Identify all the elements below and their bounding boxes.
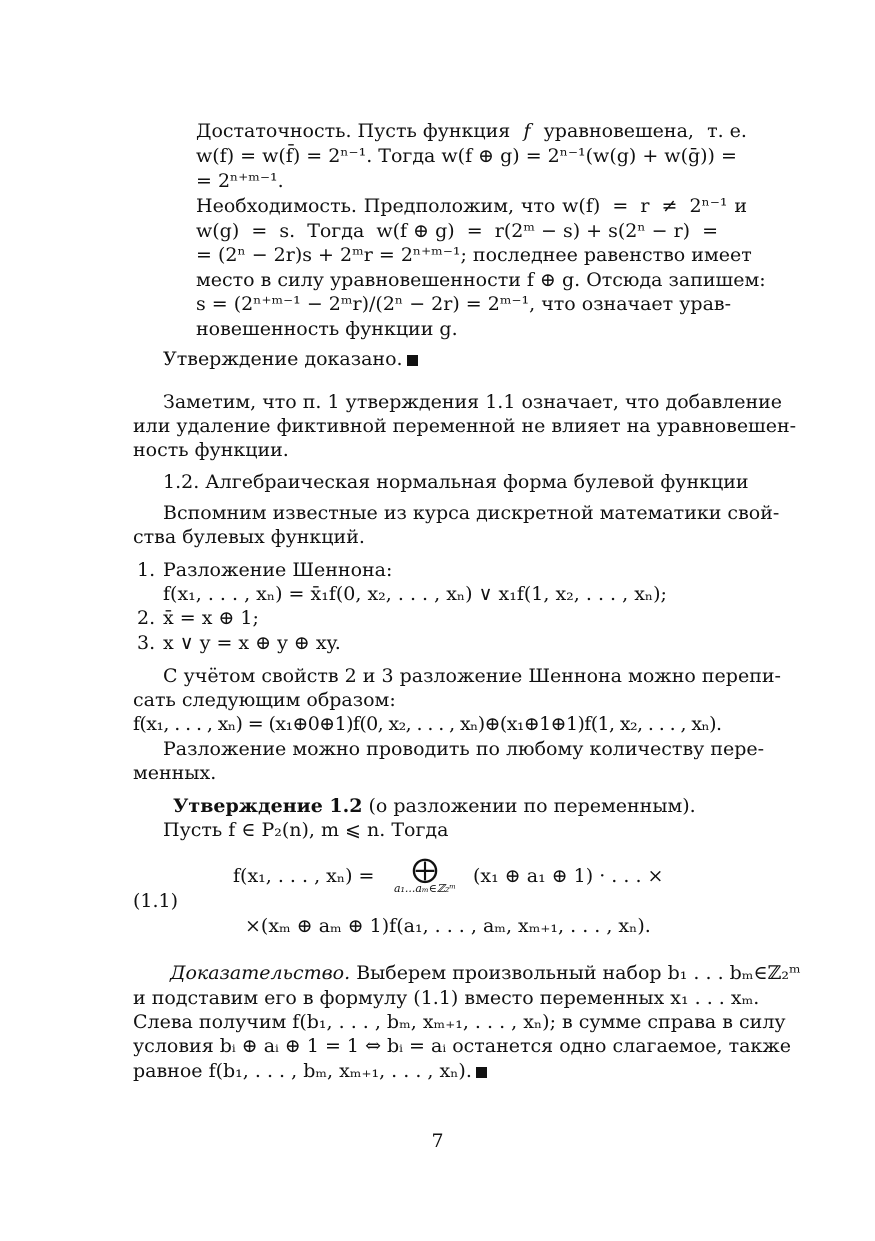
statement-title: Утверждение 1.2 (173, 795, 363, 817)
necessity-line-2: w(g) = s. Тогда w(f ⊕ g) = r(2ᵐ − s) + s(2ⁿ − r) = (196, 220, 719, 242)
text-run: Предположим, (363, 195, 515, 217)
any-line-2: менных. (133, 762, 217, 784)
text-run: Выберем произвольный набор b₁ . . . bₘ∈ℤ₂ᵐ (350, 962, 801, 984)
rewrite-line-1: С учётом свойств 2 и 3 разложение Шеннона можно перепи- (163, 665, 781, 687)
recall-line-1: Вспомним известные из курса дискретной математики свой- (163, 502, 780, 524)
necessity-line-3: = (2ⁿ − 2r)s + 2ᵐr = 2ⁿ⁺ᵐ⁻¹; последнее равенство имеет (196, 244, 752, 266)
note-line-3: ность функции. (133, 439, 289, 461)
direct-sum-operator (378, 857, 472, 895)
list-item-3: x ∨ y = x ⊕ y ⊕ xy. (163, 632, 341, 654)
text-run: Достаточность. Пусть функция (196, 120, 511, 142)
proof-line-3: Слева получим f(b₁, . . . , bₘ, xₘ₊₁, . . . , xₙ); в сумме справа в силу (133, 1011, 786, 1033)
proof-line-2: и подставим его в формулу (1.1) вместо переменных x₁ . . . xₘ. (133, 987, 760, 1009)
qed-square-icon (407, 355, 418, 366)
text-run: равное f(b₁, . . . , bₘ, xₘ₊₁, . . . , xₙ). (133, 1060, 472, 1082)
proved-line (163, 347, 418, 371)
list-item-1-label: Разложение Шеннона: (163, 559, 393, 581)
any-line-1: Разложение можно проводить по любому количеству пере- (163, 738, 765, 760)
recall-line-2: ства булевых функций. (133, 526, 365, 548)
text-run: Необходимость. (196, 195, 357, 217)
sufficiency-line-2: w(f) = w(f̄) = 2ⁿ⁻¹. Тогда w(f ⊕ g) = 2ⁿ⁻¹(w(g) + w(ḡ)) = (196, 145, 737, 167)
oplus-big-icon: ⨁ (412, 855, 438, 885)
text-run: т. е. (707, 120, 747, 142)
operator-subscript: a₁...aₘ∈ℤ₂ᵐ (393, 882, 457, 895)
equation-lhs: f(x₁, . . . , xₙ) = (233, 865, 375, 887)
sufficiency-line-1 (196, 119, 747, 143)
text-run: уравновешена, (543, 120, 694, 142)
page-number: 7 (431, 1130, 444, 1152)
sufficiency-line-3: = 2ⁿ⁺ᵐ⁻¹. (196, 170, 284, 192)
text-run: и (734, 195, 747, 217)
proof-line-1 (170, 961, 801, 985)
list-number-3: 3. (137, 632, 156, 654)
equation-number: (1.1) (133, 890, 179, 912)
section-heading: 1.2. Алгебраическая нормальная форма булевой функции (163, 471, 749, 493)
necessity-line-5: s = (2ⁿ⁺ᵐ⁻¹ − 2ᵐr)/(2ⁿ − 2r) = 2ᵐ⁻¹, что означает урав- (196, 293, 732, 315)
list-number-1: 1. (137, 559, 156, 581)
proof-line-5 (133, 1059, 487, 1083)
rewrite-line-2: сать следующим образом: (133, 689, 396, 711)
necessity-line-6: новешенность функции g. (196, 318, 458, 340)
necessity-line-4: место в силу уравновешенности f ⊕ g. Отсюда запишем: (196, 269, 766, 291)
proof-line-4: условия bᵢ ⊕ aᵢ ⊕ 1 = 1 ⇔ bᵢ = aᵢ останется одно слагаемое, также (133, 1035, 792, 1057)
statement-line-2: Пусть f ∈ P₂(n), m ⩽ n. Тогда (163, 819, 449, 841)
necessity-line-1 (196, 194, 747, 218)
text-run: w(f) = r ≠ 2ⁿ⁻¹ (562, 195, 728, 217)
proof-label: Доказательство. (170, 962, 351, 984)
equation-rhs-1: (x₁ ⊕ a₁ ⊕ 1) · . . . × (473, 865, 664, 887)
list-item-2: x̄ = x ⊕ 1; (163, 607, 259, 629)
text-run: f (523, 120, 531, 142)
note-line-2: или удаление фиктивной переменной не влияет на уравновешен- (133, 415, 797, 437)
text-run: Утверждение доказано. (163, 348, 403, 370)
qed-square-icon (476, 1067, 487, 1078)
statement-subtitle: (о разложении по переменным). (362, 795, 696, 817)
list-number-2: 2. (137, 607, 156, 629)
rewrite-formula: f(x₁, . . . , xₙ) = (x₁⊕0⊕1)f(0, x₂, . . . , xₙ)⊕(x₁⊕1⊕1)f(1, x₂, . . . , xₙ). (133, 713, 722, 735)
text-run: что (520, 195, 556, 217)
equation-line-2: ×(xₘ ⊕ aₘ ⊕ 1)f(a₁, . . . , aₘ, xₘ₊₁, . . . , xₙ). (245, 915, 651, 937)
note-line-1: Заметим, что п. 1 утверждения 1.1 означает, что добавление (163, 391, 783, 413)
shannon-formula: f(x₁, . . . , xₙ) = x̄₁f(0, x₂, . . . , xₙ) ∨ x₁f(1, x₂, . . . , xₙ); (163, 583, 667, 605)
statement-heading (173, 794, 696, 818)
